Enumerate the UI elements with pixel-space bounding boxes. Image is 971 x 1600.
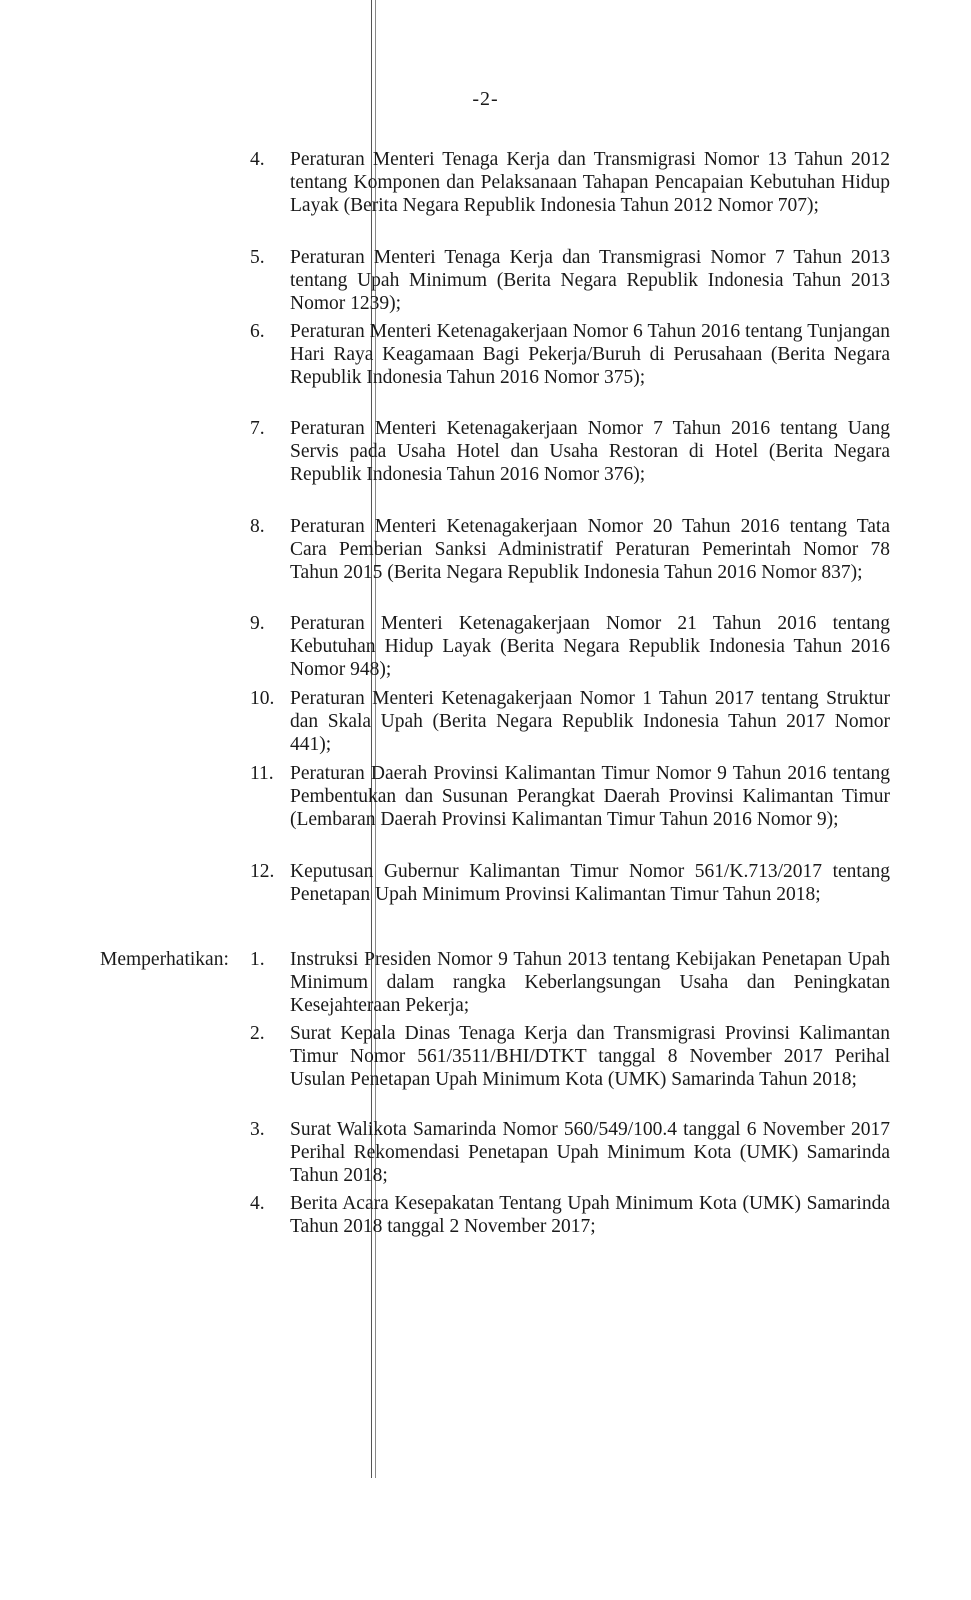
list-item-number: 9. — [250, 613, 265, 634]
list-item — [250, 948, 890, 1017]
list-item-text: Peraturan Menteri Ketenagakerjaan Nomor 6 Tahun 2016 tentang Tunjangan Hari Raya Keagamaan Bagi Pekerja/Buruh di Perusahaan (Berita Negara Republik Indonesia Tahun 2016 Nomor 375); — [290, 321, 890, 388]
list-item-number: 5. — [250, 247, 265, 268]
list-item-text: Peraturan Menteri Ketenagakerjaan Nomor 7 Tahun 2016 tentang Uang Servis pada Usaha Hotel dan Usaha Restoran di Hotel (Berita Negara Republik Indonesia Tahun 2016 Nomor 376); — [290, 418, 890, 485]
page-number: -2- — [472, 88, 499, 110]
section-label-memperhatikan: Memperhatikan: — [100, 949, 229, 970]
list-item-number: 2. — [250, 1023, 265, 1044]
list-item — [250, 246, 890, 315]
list-item — [250, 148, 890, 217]
list-item — [250, 1192, 890, 1238]
list-item-text: Keputusan Gubernur Kalimantan Timur Nomor 561/K.713/2017 tentang Penetapan Upah Minimum Provinsi Kalimantan Timur Tahun 2018; — [290, 861, 890, 905]
list-item-text: Peraturan Menteri Tenaga Kerja dan Transmigrasi Nomor 13 Tahun 2012 tentang Komponen dan Pelaksanaan Tahapan Pencapaian Kebutuhan Hidup Layak (Berita Negara Republik Indonesia Tahun 2012 Nomor 707); — [290, 149, 890, 216]
list-item-text: Peraturan Daerah Provinsi Kalimantan Timur Nomor 9 Tahun 2016 tentang Pembentukan dan Susunan Perangkat Daerah Provinsi Kalimantan Timur (Lembaran Daerah Provinsi Kalimantan Timur Tahun 2016 Nomor 9); — [290, 763, 890, 830]
list-item-text: Peraturan Menteri Ketenagakerjaan Nomor 1 Tahun 2017 tentang Struktur dan Skala Upah (Berita Negara Republik Indonesia Tahun 2017 Nomor 441); — [290, 688, 890, 755]
list-item — [250, 1022, 890, 1091]
list-item-text: Peraturan Menteri Ketenagakerjaan Nomor 20 Tahun 2016 tentang Tata Cara Pemberian Sanksi Administratif Peraturan Pemerintah Nomor 78 Tahun 2015 (Berita Negara Republik Indonesia Tahun 2016 Nomor 837); — [290, 516, 890, 583]
list-item — [250, 417, 890, 486]
list-item-text: Berita Acara Kesepakatan Tentang Upah Minimum Kota (UMK) Samarinda Tahun 2018 tanggal 2 November 2017; — [290, 1193, 890, 1237]
list-item-text: Peraturan Menteri Tenaga Kerja dan Transmigrasi Nomor 7 Tahun 2013 tentang Upah Minimum (Berita Negara Republik Indonesia Tahun 2013 Nomor 1239); — [290, 247, 890, 314]
list-item-number: 11. — [250, 763, 274, 784]
list-item-number: 6. — [250, 321, 265, 342]
list-item — [250, 320, 890, 389]
list-item-number: 3. — [250, 1119, 265, 1140]
list-item-text: Surat Kepala Dinas Tenaga Kerja dan Transmigrasi Provinsi Kalimantan Timur Nomor 561/3511/BHI/DTKT tanggal 8 November 2017 Perihal Usulan Penetapan Upah Minimum Kota (UMK) Samarinda Tahun 2018; — [290, 1023, 890, 1090]
list-item-number: 8. — [250, 516, 265, 537]
list-item — [250, 612, 890, 681]
list-item — [250, 515, 890, 584]
list-item-number: 12. — [250, 861, 275, 882]
list-item-number: 1. — [250, 949, 265, 970]
list-item — [250, 687, 890, 756]
list-item-text: Surat Walikota Samarinda Nomor 560/549/100.4 tanggal 6 November 2017 Perihal Rekomendasi Penetapan Upah Minimum Kota (UMK) Samarinda Tahun 2018; — [290, 1119, 890, 1186]
list-item-number: 10. — [250, 688, 275, 709]
list-item-text: Instruksi Presiden Nomor 9 Tahun 2013 tentang Kebijakan Penetapan Upah Minimum dalam rangka Keberlangsungan Usaha dan Peningkatan Kesejahteraan Pekerja; — [290, 949, 890, 1016]
list-item — [250, 860, 890, 906]
list-item-number: 4. — [250, 149, 265, 170]
list-item — [250, 1118, 890, 1187]
list-item-text: Peraturan Menteri Ketenagakerjaan Nomor 21 Tahun 2016 tentang Kebutuhan Hidup Layak (Berita Negara Republik Indonesia Tahun 2016 Nomor 948); — [290, 613, 890, 680]
list-item — [250, 762, 890, 831]
list-item-number: 4. — [250, 1193, 265, 1214]
list-item-number: 7. — [250, 418, 265, 439]
